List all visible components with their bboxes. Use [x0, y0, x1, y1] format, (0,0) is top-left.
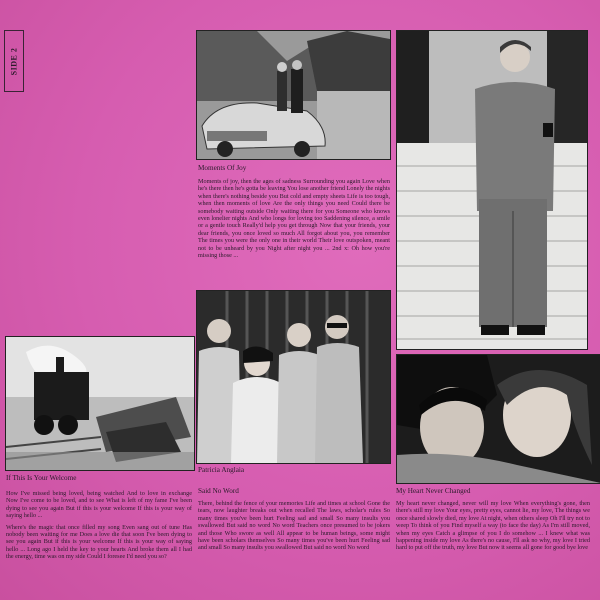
- lyrics-if-this-is-your-welcome-verse-1: How I've missed being loved, being watched And to love in exchange Now I've come to be loved, and to see What is left of my fame I've been dying to see you again But if this is your welcome If this is your way of saying hello ...: [6, 490, 192, 520]
- photo-group: [196, 290, 391, 464]
- song-title-said-no-word: Said No Word: [198, 487, 239, 495]
- photo-romantic-couple: [396, 354, 600, 484]
- lyrics-if-this-is-your-welcome-verse-2: Where's the magic that once filled my song Even sang out of tune Has nobody been waiting for me Does a love die that soon I've been dying to see you again But if this is your welcome If this is your way of saying hello ... Long ago I held the key to your hearts And broke them all I had the energy, time was on my side Could I foresee I'd need you so?: [6, 523, 192, 561]
- lyrics-moments-of-joy: Moments of joy, then the ages of sadness Surrounding you again Love when he's there then he's gotta be leaving You lose another friend Lonely the nights when there's nothing beside you But cold and empty sheets Life is too tough, when then moments of love Are the only things you need Could there be somebody waiting outside Only waiting there for you Someone who knows even lonelier nights And who longs for loving too Saddening silence, a smile or a gentle touch Really'd help you get through Now that your friends, your dear friends, you once loved so much All forgot about you, you remember The times you were the only one in their world Their love outspoken, meant not to be unheard by you Night after night you ... 2nd x: Oh how you're missing those ...: [198, 178, 390, 260]
- song-title-moments-of-joy: Moments Of Joy: [198, 164, 247, 172]
- photo-boy-stairs: [396, 30, 588, 350]
- song-title-if-this-is-your-welcome: If This Is Your Welcome: [6, 474, 77, 482]
- photo-couple-car: [196, 30, 391, 160]
- side-label: SIDE 2: [9, 47, 19, 75]
- lyrics-my-heart-never-changed: My heart never changed, never will my love When everything's gone, then there's still my love Your eyes, pretty eyes, cannot lie, my love, The things we once shared slowly died, my love At night, when others sleep Oh I'll try not to weep To think of you Find myself a way (to face the day) As I'm still moved, when my eyes Catch a glimpse of you I do somehow ... I knew what was happening inside my love As there's no cause, I'll ask no why, my love I tried hard to put off the truth, my love But now it seems all gone for good bye love: [396, 500, 590, 552]
- photo-caption-patricia: Patricia Anglaia: [198, 466, 245, 474]
- lyrics-if-this-is-your-welcome: [6, 490, 192, 565]
- song-title-my-heart-never-changed: My Heart Never Changed: [396, 487, 471, 495]
- lyrics-said-no-word: There, behind the fence of your memories Life and times at school Gone the tears, now laughter breaks out when recalled The laws, scholar's rules So many times you've been hurt Feeling sad and small So many insults you swallowed But said no word No word Teachers once presumed to be jokers and those Who swore as well All appear to be human beings, some might have been scholars themselves So many times you've been hurt Feeling sad and small So many insults you swallowed But said no word No word: [198, 500, 390, 552]
- photo-train-wreck: [5, 336, 195, 471]
- side-label-box: [4, 30, 24, 92]
